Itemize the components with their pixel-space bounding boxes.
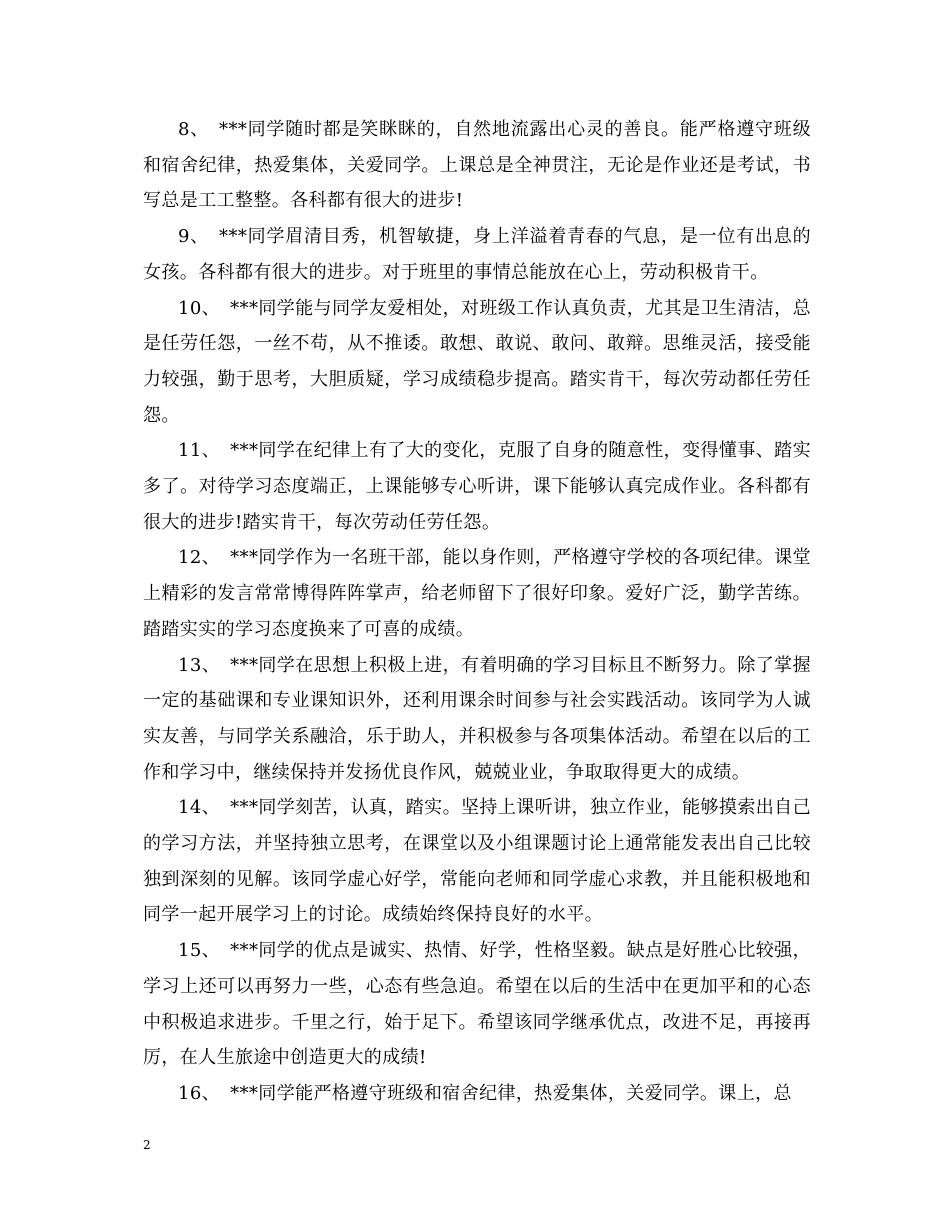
paragraph-12 — [143, 540, 811, 647]
paragraph-11 — [143, 433, 811, 540]
paragraph-number: 12、 — [178, 547, 221, 569]
paragraph-number: 16、 — [178, 1082, 221, 1104]
paragraph-number: 11、 — [178, 440, 221, 462]
paragraph-text: ***同学作为一名班干部，能以身作则，严格遵守学校的各项纪律。课堂上精彩的发言常常博得阵阵掌声，给老师留下了很好印象。爱好广泛，勤学苦练。踏踏实实的学习态度换来了可喜的成绩。 — [143, 547, 811, 640]
paragraph-8 — [143, 112, 811, 219]
paragraph-9 — [143, 219, 811, 290]
paragraph-text: ***同学在纪律上有了大的变化，克服了自身的随意性，变得懂事、踏实多了。对待学习态度端正，上课能够专心听讲，课下能够认真完成作业。各科都有很大的进步!踏实肯干，每次劳动任劳任怨。 — [143, 440, 811, 533]
paragraph-13 — [143, 648, 811, 791]
paragraph-16 — [143, 1076, 811, 1112]
paragraph-text: ***同学能与同学友爱相处，对班级工作认真负责，尤其是卫生清洁，总是任劳任怨，一丝不苟，从不推诿。敢想、敢说、敢问、敢辩。思维灵活，接受能力较强，勤于思考，大胆质疑，学习成绩稳步提高。踏实肯干，每次劳动都任劳任怨。 — [143, 297, 811, 426]
document-body — [143, 112, 811, 1112]
paragraph-15 — [143, 933, 811, 1076]
paragraph-text: ***同学在思想上积极上进，有着明确的学习目标且不断努力。除了掌握一定的基础课和专业课知识外，还利用课余时间参与社会实践活动。该同学为人诚实友善，与同学关系融洽，乐于助人，并积极参与各项集体活动。希望在以后的工作和学习中，继续保持并发扬优良作风，兢兢业业，争取取得更大的成绩。 — [143, 654, 811, 783]
paragraph-text: ***同学的优点是诚实、热情、好学，性格坚毅。缺点是好胜心比较强，学习上还可以再努力一些，心态有些急迫。希望在以后的生活中在更加平和的心态中积极追求进步。千里之行，始于足下。希望该同学继承优点，改进不足，再接再厉，在人生旅途中创造更大的成绩! — [143, 940, 811, 1069]
paragraph-number: 14、 — [178, 797, 221, 819]
paragraph-text: ***同学随时都是笑眯眯的，自然地流露出心灵的善良。能严格遵守班级和宿舍纪律，热爱集体，关爱同学。上课总是全神贯注，无论是作业还是考试，书写总是工工整整。各科都有很大的进步! — [143, 119, 811, 212]
paragraph-number: 9、 — [178, 226, 210, 248]
paragraph-number: 15、 — [178, 940, 221, 962]
paragraph-number: 8、 — [178, 119, 210, 140]
paragraph-number: 13、 — [178, 654, 221, 676]
paragraph-text: ***同学眉清目秀，机智敏捷，身上洋溢着青春的气息，是一位有出息的女孩。各科都有很大的进步。对于班里的事情总能放在心上，劳动积极肯干。 — [143, 226, 811, 283]
paragraph-10 — [143, 291, 811, 434]
page-number: 2 — [143, 1138, 151, 1152]
paragraph-text: ***同学刻苦，认真，踏实。坚持上课听讲，独立作业，能够摸索出自己的学习方法，并坚持独立思考，在课堂以及小组课题讨论上通常能发表出自己比较独到深刻的见解。该同学虚心好学，常能向老师和同学虚心求教，并且能积极地和同学一起开展学习上的讨论。成绩始终保持良好的水平。 — [143, 797, 811, 926]
paragraph-text: ***同学能严格遵守班级和宿舍纪律，热爱集体，关爱同学。课上，总 — [230, 1082, 792, 1104]
paragraph-14 — [143, 790, 811, 933]
paragraph-number: 10、 — [178, 297, 221, 319]
